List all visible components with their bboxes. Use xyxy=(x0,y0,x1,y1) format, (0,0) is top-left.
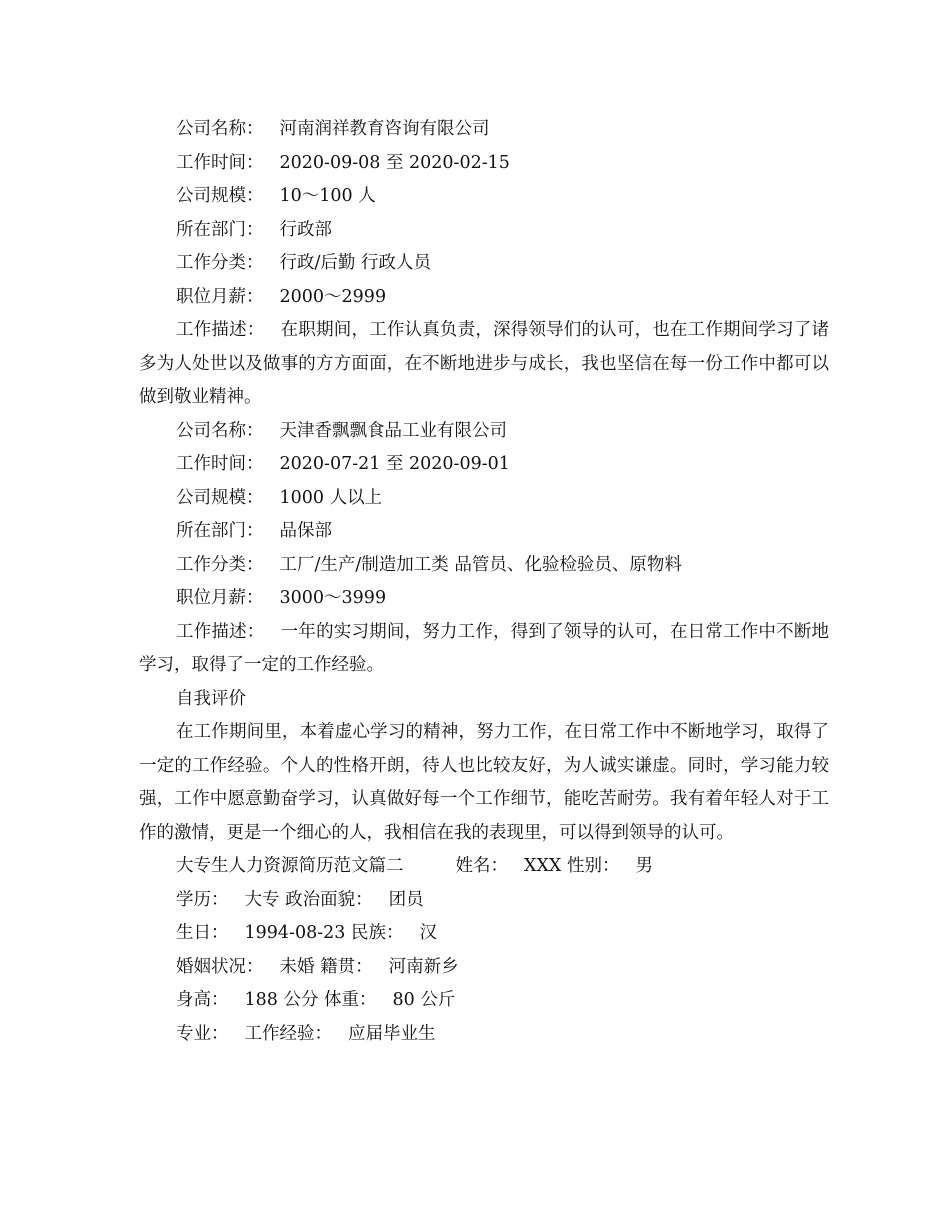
job2-company: 天津香飘飘食品工业有限公司 xyxy=(279,420,507,441)
job2-salary-label: 职位月薪： xyxy=(176,588,264,608)
job2-size-line xyxy=(139,482,829,516)
ethnicity-label: 民族： xyxy=(350,923,404,943)
birthday-line xyxy=(139,917,829,951)
job1-category-line xyxy=(139,247,829,281)
political-label: 政治面貌： xyxy=(285,889,373,910)
marital-line xyxy=(139,951,829,985)
major-line xyxy=(139,1018,829,1052)
job1-salary-line xyxy=(139,281,829,315)
marital-label: 婚姻状况： xyxy=(176,956,264,977)
political-value: 团员 xyxy=(388,889,424,910)
job2-dept-label: 所在部门： xyxy=(176,521,264,541)
self-eval-paragraph: 在工作期间里，本着虚心学习的精神，努力工作，在日常工作中不断地学习，取得了一定的工作经验。个人的性格开朗，待人也比较友好，为人诚实谦虚。同时，学习能力较强，工作中愿意勤奋学习，认真做好每一个工作细节，能吃苦耐劳。我有着年轻人对于工作的激情，更是一个细心的人，我相信在我的表现里，可以得到领导的认可。 xyxy=(139,722,829,843)
birthday-value: 1994-08-23 xyxy=(244,923,346,943)
job2-dept-line xyxy=(139,515,829,549)
job1-category: 行政/后勤 行政人员 xyxy=(279,253,431,273)
experience-label: 工作经验： xyxy=(244,1023,332,1044)
job2-desc: 一年的实习期间，努力工作，得到了领导的认可，在日常工作中不断地学习，取得了一定的工作经验。 xyxy=(139,621,830,675)
origin-label: 籍贯： xyxy=(320,956,373,977)
job2-time-label: 工作时间： xyxy=(176,454,264,474)
weight-value: 80 公斤 xyxy=(392,990,456,1010)
education-line xyxy=(139,884,829,918)
ethnicity-value: 汉 xyxy=(419,923,437,943)
gender-value: 男 xyxy=(635,856,653,876)
job2-category-label: 工作分类： xyxy=(176,554,264,575)
job2-category-line xyxy=(139,549,829,583)
resume2-title-line xyxy=(139,850,829,884)
name-label: 姓名： xyxy=(455,856,508,876)
job1-company-label: 公司名称： xyxy=(176,119,264,139)
job2-time: 2020-07-21 至 2020-09-01 xyxy=(279,454,510,474)
self-eval-heading: 自我评价 xyxy=(176,688,246,709)
job1-company: 河南润祥教育咨询有限公司 xyxy=(279,119,490,139)
job2-category: 工厂/生产/制造加工类 品管员、化验检验员、原物料 xyxy=(279,554,682,575)
job2-size-label: 公司规模： xyxy=(176,487,264,508)
job1-dept-line xyxy=(139,214,829,248)
job1-salary-label: 职位月薪： xyxy=(176,286,264,307)
job2-company-line xyxy=(139,415,829,449)
job2-dept: 品保部 xyxy=(279,521,332,541)
job1-desc-label: 工作描述： xyxy=(176,320,265,340)
gender-label: 性别： xyxy=(566,856,620,876)
origin-value: 河南新乡 xyxy=(388,956,459,977)
job2-desc-label: 工作描述： xyxy=(176,621,265,642)
height-label: 身高： xyxy=(176,990,229,1010)
education-value: 大专 xyxy=(244,889,280,910)
job2-desc-paragraph xyxy=(139,616,829,683)
job1-company-line xyxy=(139,113,829,147)
birthday-label: 生日： xyxy=(176,923,229,943)
experience-value: 应届毕业生 xyxy=(348,1023,436,1044)
job1-size-label: 公司规模： xyxy=(176,186,264,206)
job1-time-label: 工作时间： xyxy=(176,152,264,173)
job1-size-line xyxy=(139,180,829,214)
job2-time-line xyxy=(139,448,829,482)
weight-label: 体重： xyxy=(324,990,377,1010)
name-value: XXX xyxy=(524,856,562,876)
job2-salary: 3000～3999 xyxy=(279,588,387,608)
education-label: 学历： xyxy=(176,889,229,910)
job1-salary: 2000～2999 xyxy=(279,286,387,307)
job1-desc: 在职期间，工作认真负责，深得领导们的认可，也在工作期间学习了诸多为人处世以及做事的方方面面，在不断地进步与成长，我也坚信在每一份工作中都可以做到敬业精神。 xyxy=(139,320,830,407)
job1-dept-label: 所在部门： xyxy=(176,219,264,240)
job1-time: 2020-09-08 至 2020-02-15 xyxy=(279,152,510,173)
job1-dept: 行政部 xyxy=(279,219,332,240)
resume-content xyxy=(139,113,829,1051)
major-label: 专业： xyxy=(176,1023,229,1044)
resume2-title: 大专生人力资源简历范文篇二 xyxy=(176,856,404,876)
height-line xyxy=(139,984,829,1018)
height-value: 188 公分 xyxy=(244,990,319,1010)
job1-desc-paragraph xyxy=(139,314,829,415)
job1-time-line xyxy=(139,147,829,181)
job2-salary-line xyxy=(139,582,829,616)
job1-category-label: 工作分类： xyxy=(176,253,264,273)
job2-size: 1000 人以上 xyxy=(279,487,383,508)
job1-size: 10～100 人 xyxy=(279,186,376,206)
job2-company-label: 公司名称： xyxy=(176,420,264,441)
marital-value: 未婚 xyxy=(279,956,315,977)
